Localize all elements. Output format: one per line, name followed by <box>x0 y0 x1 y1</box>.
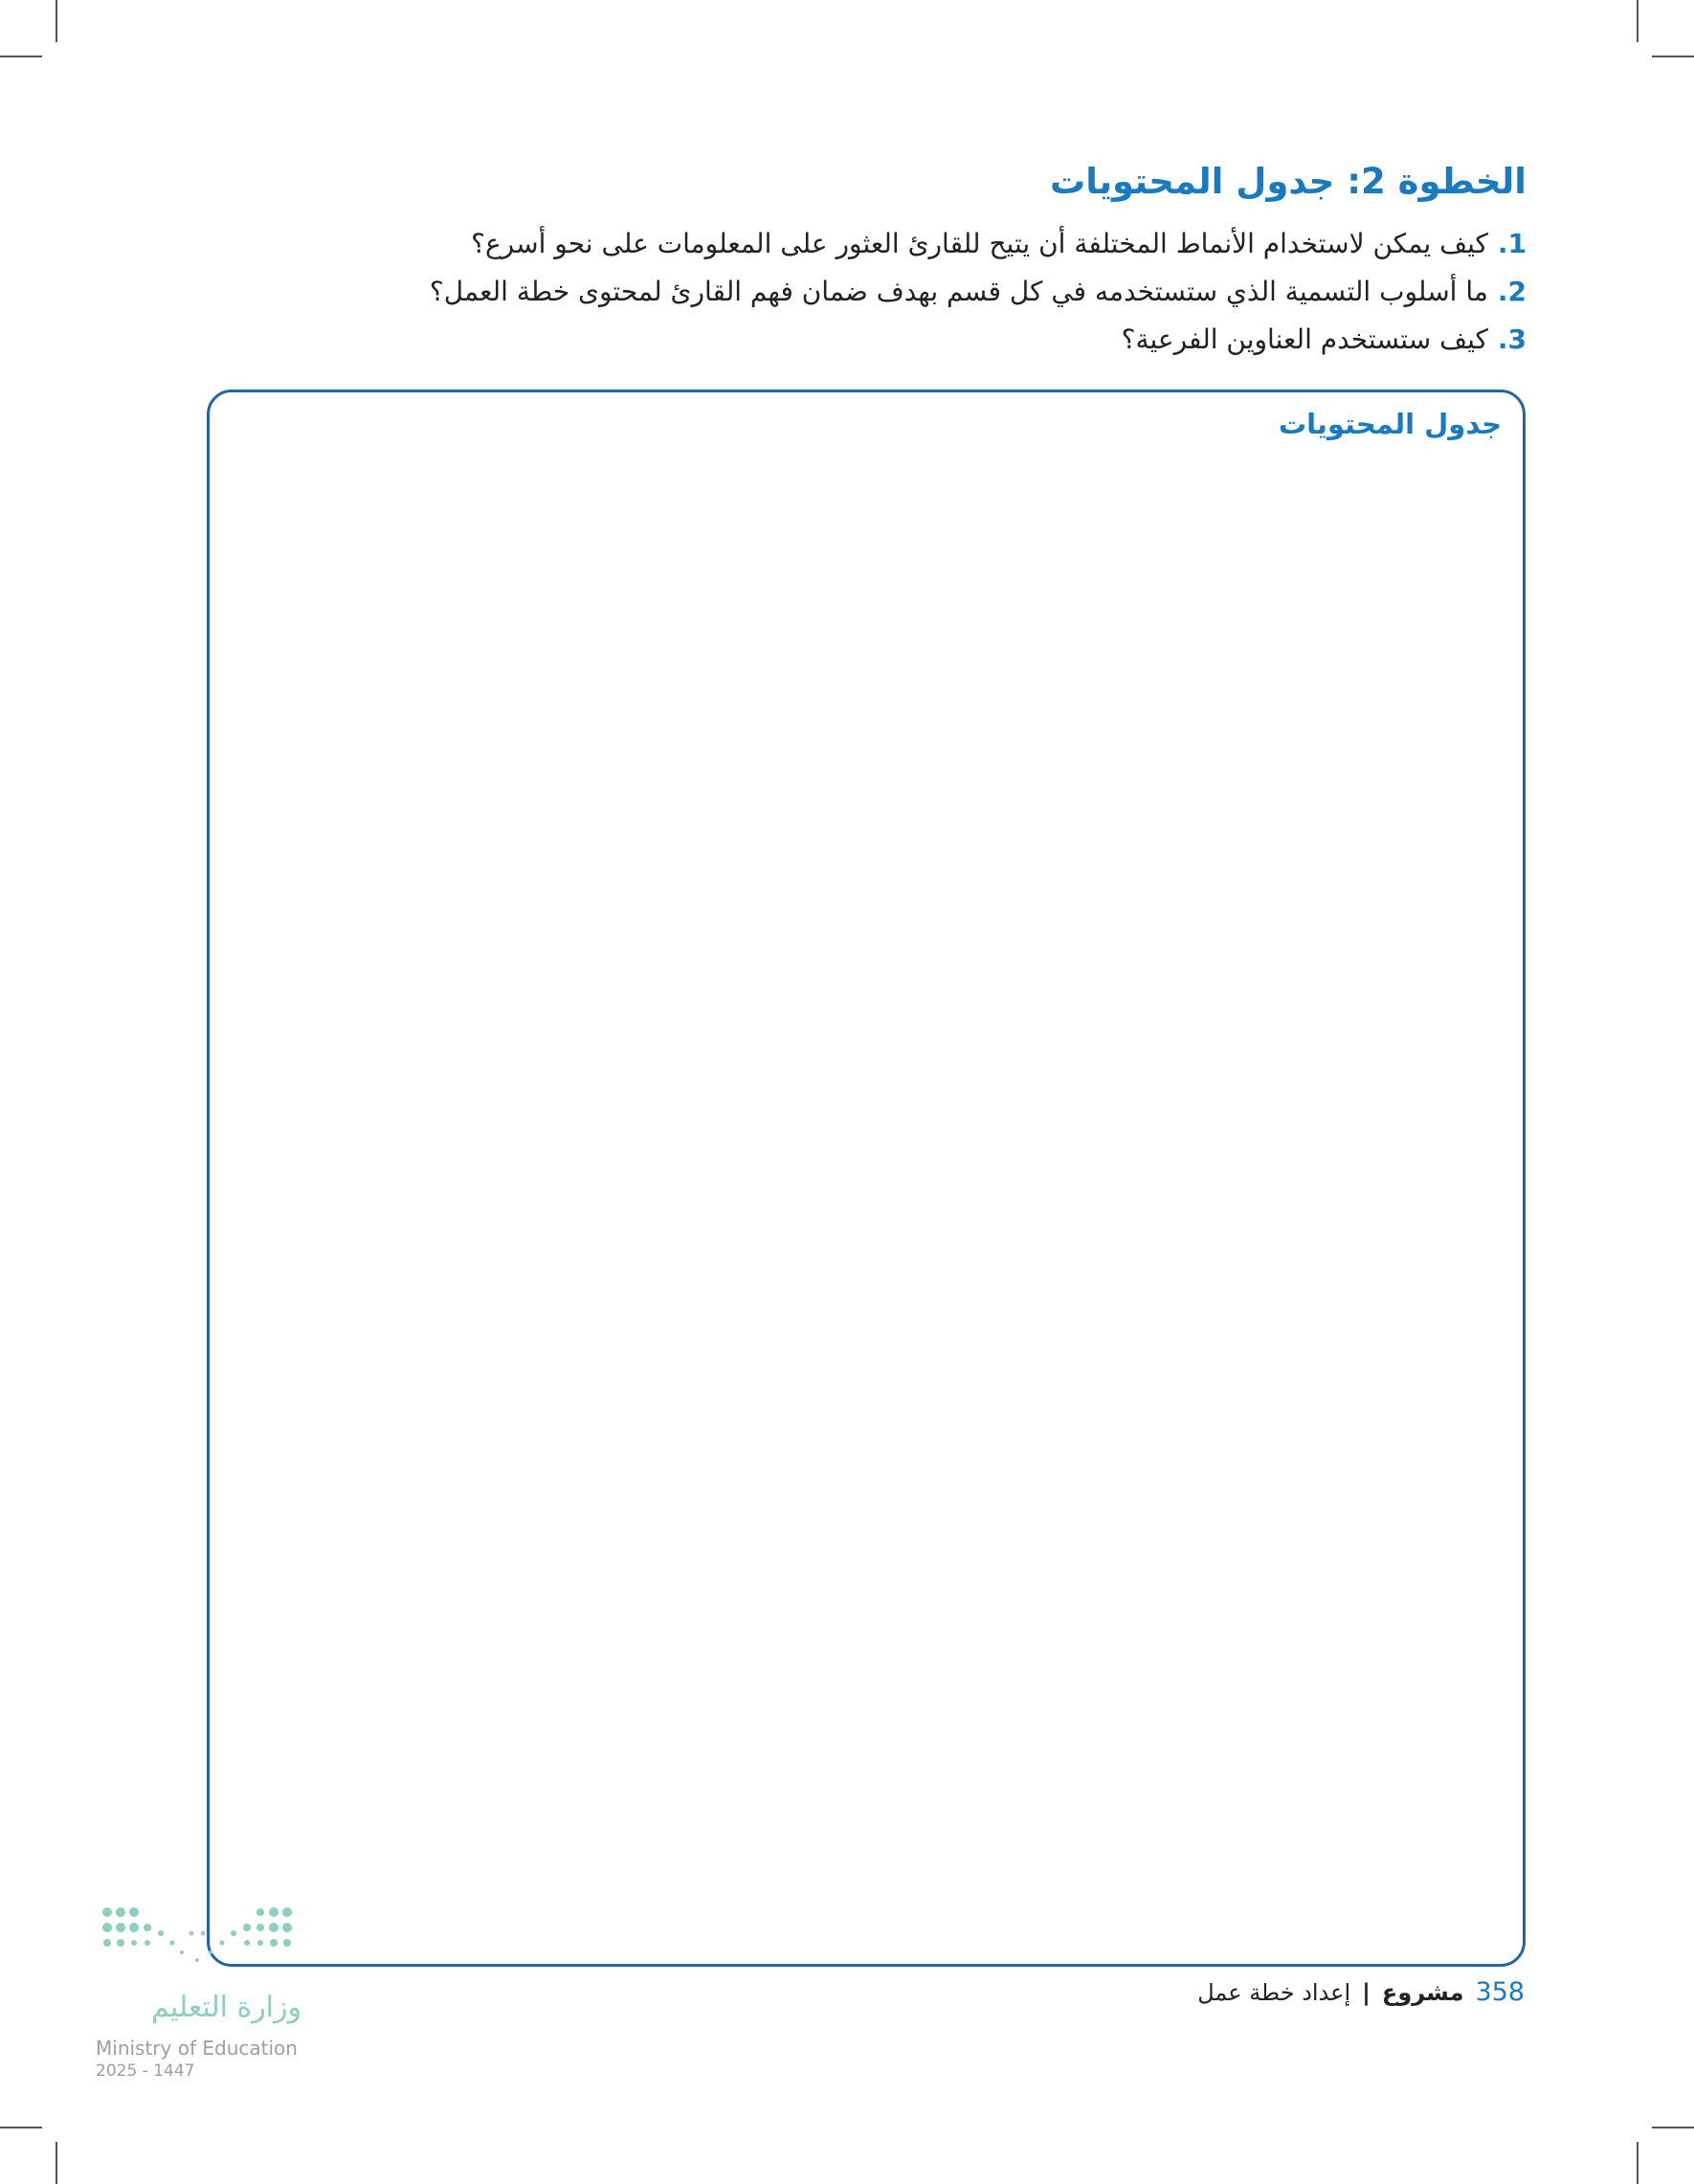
footer-label: مشروع <box>1381 1978 1464 2006</box>
crop-mark <box>0 56 42 57</box>
question-text: كيف يمكن لاستخدام الأنماط المختلفة أن يتيح للقارئ العثور على المعلومات على نحو أسرع؟ <box>471 228 1488 259</box>
step-heading: الخطوة 2: جدول المحتويات <box>1050 161 1527 202</box>
ministry-logo <box>96 1905 325 2096</box>
crop-mark <box>1652 2127 1694 2128</box>
crop-mark <box>1652 56 1694 57</box>
logo-arabic-text: وزارة التعليم <box>150 1991 301 2024</box>
toc-box-title: جدول المحتويات <box>1278 408 1502 440</box>
question-number: 1. <box>1497 228 1527 259</box>
question-list <box>206 220 1527 364</box>
logo-year: 2025 - 1447 <box>96 2061 195 2081</box>
footer-separator: | <box>1362 1978 1371 2006</box>
crop-mark <box>1637 0 1638 42</box>
question-text: كيف ستستخدم العناوين الفرعية؟ <box>1121 323 1488 355</box>
logo-dots-icon <box>96 1905 306 1981</box>
question-text: ما أسلوب التسمية الذي ستستخدمه في كل قسم بهدف ضمان فهم القارئ لمحتوى خطة العمل؟ <box>429 276 1488 307</box>
toc-answer-box[interactable] <box>207 390 1526 1967</box>
question-item <box>206 220 1527 268</box>
question-item <box>206 268 1527 316</box>
question-number: 2. <box>1497 276 1527 307</box>
crop-mark <box>0 2127 42 2128</box>
question-item <box>206 316 1527 364</box>
logo-english-text: Ministry of Education <box>96 2037 298 2060</box>
page-footer <box>1197 1977 1525 2007</box>
crop-mark <box>56 0 57 42</box>
crop-mark <box>56 2142 57 2184</box>
page-number: 358 <box>1475 1977 1525 2007</box>
crop-mark <box>1637 2142 1638 2184</box>
question-number: 3. <box>1497 323 1527 355</box>
footer-subtitle: إعداد خطة عمل <box>1197 1978 1351 2006</box>
